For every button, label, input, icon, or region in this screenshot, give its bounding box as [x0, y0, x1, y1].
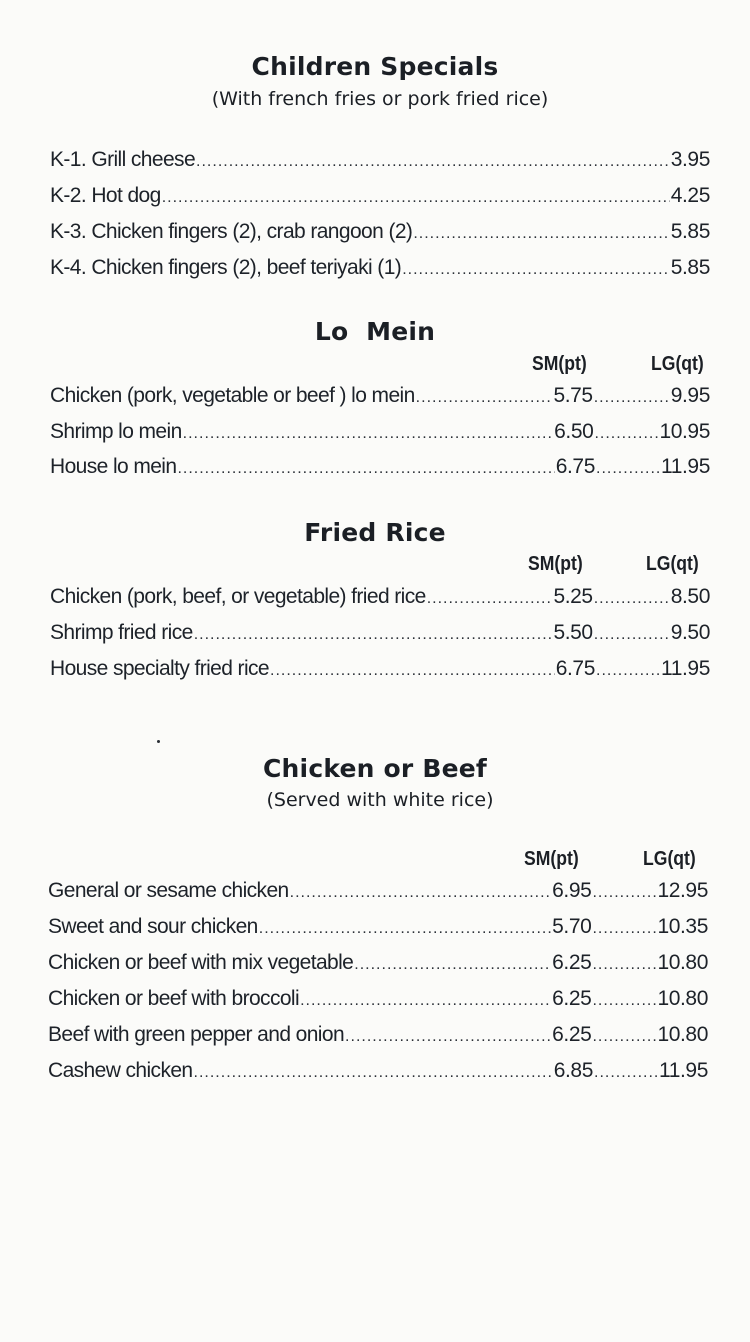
dot-leader	[592, 956, 656, 974]
fried-rice-col-sm: SM(pt)	[528, 553, 583, 575]
menu-item	[50, 657, 710, 687]
dot-leader	[177, 460, 554, 478]
dot-leader	[592, 992, 656, 1010]
dot-leader	[402, 261, 670, 279]
menu-item	[50, 455, 710, 485]
fried-rice-title: Fried Rice	[304, 518, 446, 547]
chicken-beef-col-sm: SM(pt)	[524, 848, 579, 870]
dot-leader	[162, 189, 670, 207]
lo-mein-title: Lo Mein	[314, 317, 436, 346]
item-price-lg: 10.80	[657, 987, 708, 1010]
dot-leader	[300, 992, 551, 1010]
print-speck	[157, 740, 160, 743]
dot-leader	[416, 389, 553, 407]
dot-leader	[194, 1064, 553, 1082]
dot-leader	[594, 1064, 658, 1082]
menu-item	[50, 621, 710, 651]
children-specials-subtitle: (With french fries or pork fried rice)	[211, 88, 549, 110]
chicken-beef-title: Chicken or Beef	[263, 754, 487, 783]
item-name: K-2. Hot dog	[50, 184, 161, 207]
children-specials-title: Children Specials	[251, 52, 499, 81]
dot-leader	[594, 590, 670, 608]
item-price-lg: 11.95	[659, 1059, 708, 1082]
item-price: 4.25	[670, 184, 710, 207]
menu-item	[48, 879, 708, 909]
menu-item	[48, 1059, 708, 1089]
item-price-sm: 6.25	[552, 1023, 592, 1046]
item-price-sm: 6.50	[554, 420, 594, 443]
menu-item	[50, 148, 710, 178]
menu-item	[48, 1023, 708, 1053]
item-name: General or sesame chicken	[48, 879, 289, 902]
item-price-lg: 10.95	[659, 420, 710, 443]
menu-item	[50, 585, 710, 615]
item-price-lg: 9.50	[670, 621, 710, 644]
item-name: K-3. Chicken fingers (2), crab rangoon (2)	[50, 220, 413, 243]
dot-leader	[596, 662, 660, 680]
dot-leader	[345, 1028, 551, 1046]
menu-item	[50, 184, 710, 214]
item-price-lg: 11.95	[661, 455, 710, 478]
item-name: Chicken or beef with broccoli	[48, 987, 300, 1010]
lo-mein-col-lg: LG(qt)	[651, 353, 704, 375]
item-price-sm: 6.25	[552, 951, 592, 974]
dot-leader	[270, 662, 555, 680]
fried-rice-col-lg: LG(qt)	[646, 553, 699, 575]
item-price-lg: 10.80	[657, 951, 708, 974]
dot-leader	[427, 590, 553, 608]
dot-leader	[594, 389, 670, 407]
chicken-beef-col-lg: LG(qt)	[643, 848, 696, 870]
item-price-sm: 5.50	[553, 621, 593, 644]
item-price-sm: 6.95	[552, 879, 592, 902]
dot-leader	[594, 425, 658, 443]
dot-leader	[592, 884, 656, 902]
dot-leader	[196, 153, 670, 171]
dot-leader	[592, 1028, 656, 1046]
item-price-lg: 10.80	[657, 1023, 708, 1046]
item-price-lg: 12.95	[657, 879, 708, 902]
item-price-sm: 5.70	[552, 915, 592, 938]
lo-mein-col-sm: SM(pt)	[532, 353, 587, 375]
dot-leader	[354, 956, 551, 974]
dot-leader	[594, 626, 670, 644]
item-name: Chicken or beef with mix vegetable	[48, 951, 354, 974]
dot-leader	[194, 626, 553, 644]
item-name: House lo mein	[50, 455, 177, 478]
menu-item	[50, 384, 710, 414]
item-price: 5.85	[670, 220, 710, 243]
item-name: Chicken (pork, vegetable or beef ) lo mein	[50, 384, 415, 407]
menu-item	[48, 951, 708, 981]
item-price-lg: 8.50	[670, 585, 710, 608]
item-price-lg: 11.95	[661, 657, 710, 680]
item-price-sm: 6.25	[552, 987, 592, 1010]
dot-leader	[596, 460, 660, 478]
dot-leader	[259, 920, 551, 938]
menu-item	[50, 256, 710, 286]
dot-leader	[290, 884, 552, 902]
item-name: Shrimp fried rice	[50, 621, 193, 644]
item-price-lg: 10.35	[657, 915, 708, 938]
menu-item	[50, 220, 710, 250]
item-name: Sweet and sour chicken	[48, 915, 258, 938]
menu-item	[48, 915, 708, 945]
item-price-sm: 5.25	[553, 585, 593, 608]
item-name: House specialty fried rice	[50, 657, 269, 680]
chicken-beef-subtitle: (Served with white rice)	[266, 789, 494, 811]
item-name: K-4. Chicken fingers (2), beef teriyaki (1)	[50, 256, 402, 279]
dot-leader	[183, 425, 554, 443]
item-price-sm: 6.85	[553, 1059, 593, 1082]
dot-leader	[413, 225, 669, 243]
dot-leader	[592, 920, 656, 938]
item-price-sm: 6.75	[555, 657, 595, 680]
item-name: Shrimp lo mein	[50, 420, 182, 443]
menu-item	[50, 420, 710, 450]
item-price: 5.85	[670, 256, 710, 279]
item-price-sm: 6.75	[555, 455, 595, 478]
menu-item	[48, 987, 708, 1017]
item-name: Chicken (pork, beef, or vegetable) fried rice	[50, 585, 426, 608]
item-name: K-1. Grill cheese	[50, 148, 196, 171]
item-price-lg: 9.95	[670, 384, 710, 407]
item-price: 3.95	[670, 148, 710, 171]
item-name: Cashew chicken	[48, 1059, 193, 1082]
item-price-sm: 5.75	[553, 384, 593, 407]
item-name: Beef with green pepper and onion	[48, 1023, 345, 1046]
